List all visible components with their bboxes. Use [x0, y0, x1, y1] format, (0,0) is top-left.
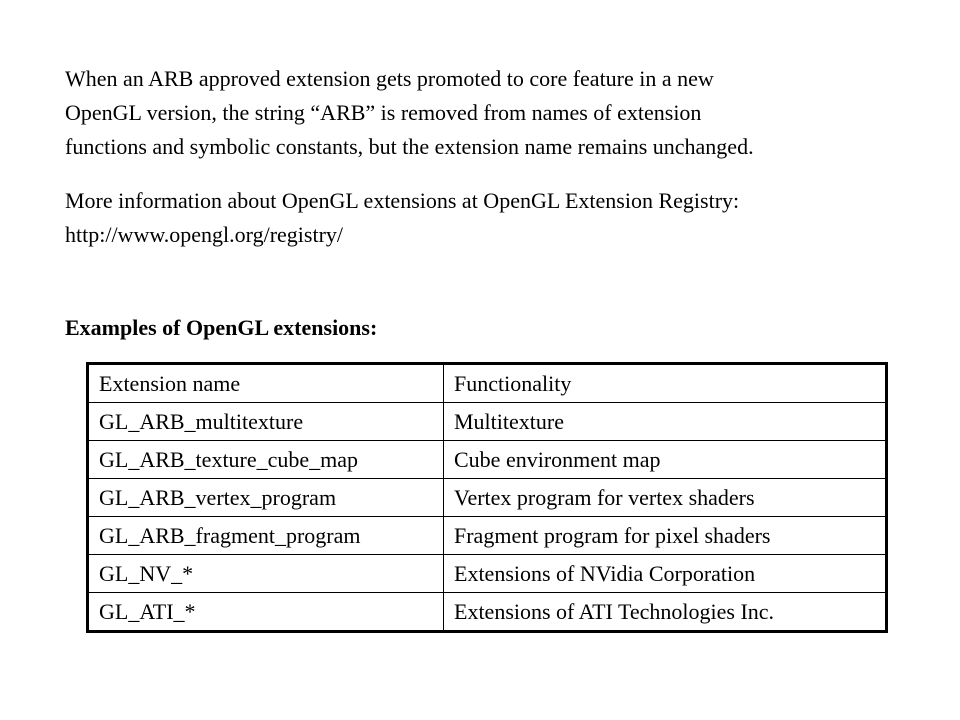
registry-info-paragraph	[65, 184, 925, 252]
header-functionality: Functionality	[444, 364, 887, 403]
text-line: More information about OpenGL extensions at OpenGL Extension Registry:	[65, 188, 740, 213]
header-extension-name: Extension name	[88, 364, 444, 403]
functionality-cell: Vertex program for vertex shaders	[444, 479, 887, 517]
extension-name-cell: GL_ARB_fragment_program	[88, 517, 444, 555]
extensions-table	[86, 362, 888, 633]
functionality-cell: Extensions of ATI Technologies Inc.	[444, 593, 887, 632]
functionality-cell: Extensions of NVidia Corporation	[444, 555, 887, 593]
functionality-cell: Cube environment map	[444, 441, 887, 479]
arb-promotion-paragraph	[65, 62, 925, 164]
table-row	[88, 403, 887, 441]
slide-text	[65, 62, 925, 252]
text-line: OpenGL version, the string “ARB” is removed from names of extension	[65, 100, 702, 125]
functionality-cell: Fragment program for pixel shaders	[444, 517, 887, 555]
extension-name-cell: GL_ARB_multitexture	[88, 403, 444, 441]
extension-name-cell: GL_ARB_vertex_program	[88, 479, 444, 517]
functionality-cell: Multitexture	[444, 403, 887, 441]
table-row	[88, 517, 887, 555]
text-line: functions and symbolic constants, but the extension name remains unchanged.	[65, 134, 754, 159]
table-row	[88, 441, 887, 479]
text-line: When an ARB approved extension gets promoted to core feature in a new	[65, 66, 714, 91]
table-row	[88, 593, 887, 632]
table-row	[88, 479, 887, 517]
extension-name-cell: GL_ARB_texture_cube_map	[88, 441, 444, 479]
table-header-row	[88, 364, 887, 403]
extension-name-cell: GL_NV_*	[88, 555, 444, 593]
registry-url: http://www.opengl.org/registry/	[65, 222, 344, 247]
examples-heading: Examples of OpenGL extensions:	[65, 315, 378, 340]
extension-name-cell: GL_ATI_*	[88, 593, 444, 632]
table-row	[88, 555, 887, 593]
